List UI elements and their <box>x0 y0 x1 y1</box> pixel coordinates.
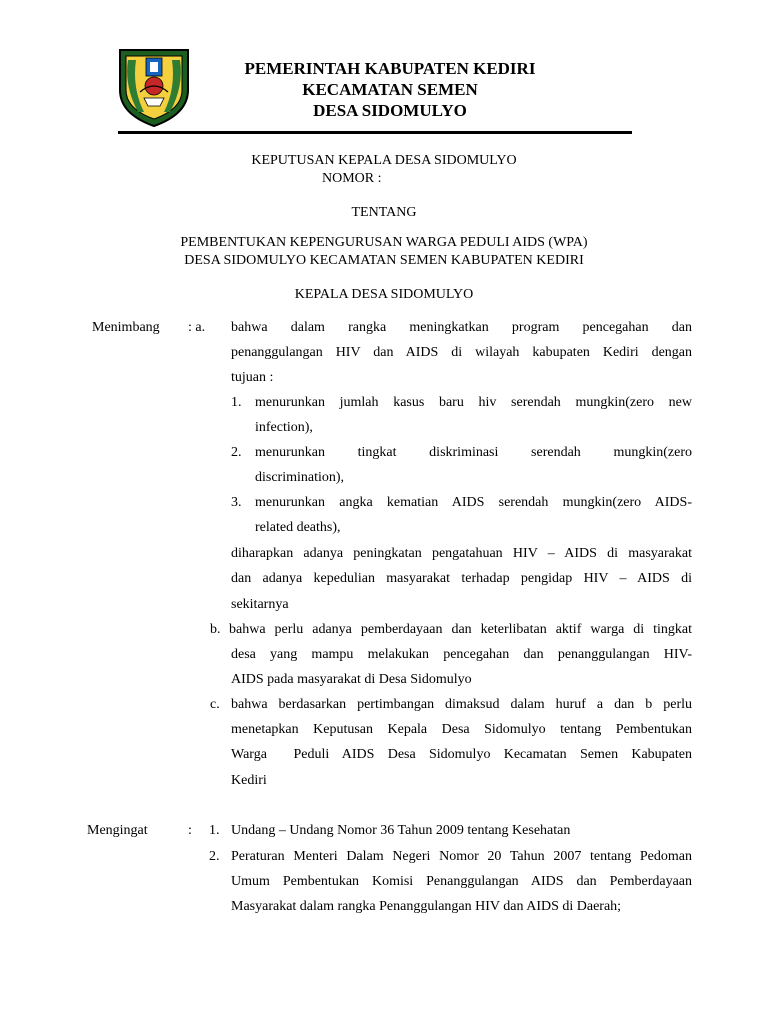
decree-subject <box>0 234 768 270</box>
menimbang-c-line4: Kediri <box>231 773 267 788</box>
menimbang-b-line1: bahwa perlu adanya pemberdayaan dan keterlibatan aktif warga di tingkat <box>229 622 692 637</box>
menimbang-c-line1: bahwa berdasarkan pertimbangan dimaksud dalam huruf a dan b perlu <box>231 697 692 712</box>
letterhead <box>210 58 570 121</box>
decree-tentang: TENTANG <box>351 205 417 220</box>
decree-title: KEPUTUSAN KEPALA DESA SIDOMULYO <box>251 153 517 168</box>
decree-subject-line2: DESA SIDOMULYO KECAMATAN SEMEN KABUPATEN KEDIRI <box>184 253 584 268</box>
menimbang-b-line2: desa yang mampu melakukan pencegahan dan penanggulangan HIV- <box>231 647 692 662</box>
decree-subject-line1: PEMBENTUKAN KEPENGURUSAN WARGA PEDULI AIDS (WPA) <box>180 235 588 250</box>
letterhead-village: DESA SIDOMULYO <box>313 101 467 120</box>
menimbang-c-line3: Warga Peduli AIDS Desa Sidomulyo Kecamatan Semen Kabupaten <box>231 747 692 762</box>
decree-official: KEPALA DESA SIDOMULYO <box>294 287 474 302</box>
menimbang-b-line3: AIDS pada masyarakat di Desa Sidomulyo <box>231 672 472 687</box>
expectation-line1: diharapkan adanya peningkatan pengatahuan HIV – AIDS di masyarakat <box>231 546 692 561</box>
menimbang-a-line2: penanggulangan HIV dan AIDS di wilayah kabupaten Kediri dengan <box>231 345 692 360</box>
law-2-line3: Masyarakat dalam rangka Penanggulangan HIV dan AIDS di Daerah; <box>231 899 622 914</box>
law-2-line1: Peraturan Menteri Dalam Negeri Nomor 20 Tahun 2007 tentang Pedoman <box>231 849 692 864</box>
goal-3-line2: related deaths), <box>255 520 341 535</box>
menimbang-c-line2: menetapkan Keputusan Kepala Desa Sidomulyo tentang Pembentukan <box>231 722 692 737</box>
mengingat-colon: : <box>188 823 192 838</box>
law-1-number: 1. <box>209 823 220 838</box>
decree-number: NOMOR : <box>322 171 382 186</box>
goal-3-line1: menurunkan angka kematian AIDS serendah mungkin(zero AIDS- <box>255 495 692 510</box>
goal-1-line2: infection), <box>255 420 313 435</box>
goal-3-number: 3. <box>231 495 242 510</box>
goal-1-number: 1. <box>231 395 242 410</box>
law-2-number: 2. <box>209 849 220 864</box>
goal-1-line1: menurunkan jumlah kasus baru hiv serendah mungkin(zero new <box>255 395 692 410</box>
goal-2-line2: discrimination), <box>255 470 345 485</box>
menimbang-label: Menimbang <box>92 320 160 335</box>
menimbang-a-line1: bahwa dalam rangka meningkatkan program pencegahan dan <box>231 320 692 335</box>
menimbang-b-letter: b. <box>210 622 221 637</box>
law-1-line1: Undang – Undang Nomor 36 Tahun 2009 tentang Kesehatan <box>231 823 571 838</box>
goal-2-line1: menurunkan tingkat diskriminasi serendah mungkin(zero <box>255 445 692 460</box>
goal-2-number: 2. <box>231 445 242 460</box>
kediri-regency-emblem <box>114 46 194 128</box>
expectation-line2: dan adanya kepedulian masyarakat terhadap pengidap HIV – AIDS di <box>231 571 692 586</box>
menimbang-colon-a: : a. <box>188 320 206 335</box>
menimbang-a-line3: tujuan : <box>231 370 274 385</box>
letterhead-government: PEMERINTAH KABUPATEN KEDIRI <box>244 59 536 78</box>
letterhead-divider <box>118 131 632 134</box>
menimbang-c-letter: c. <box>210 697 220 712</box>
letterhead-subdistrict: KECAMATAN SEMEN <box>302 80 478 99</box>
law-2-line2: Umum Pembentukan Komisi Penanggulangan AIDS dan Pemberdayaan <box>231 874 692 889</box>
expectation-line3: sekitarnya <box>231 597 289 612</box>
mengingat-label: Mengingat <box>87 823 148 838</box>
